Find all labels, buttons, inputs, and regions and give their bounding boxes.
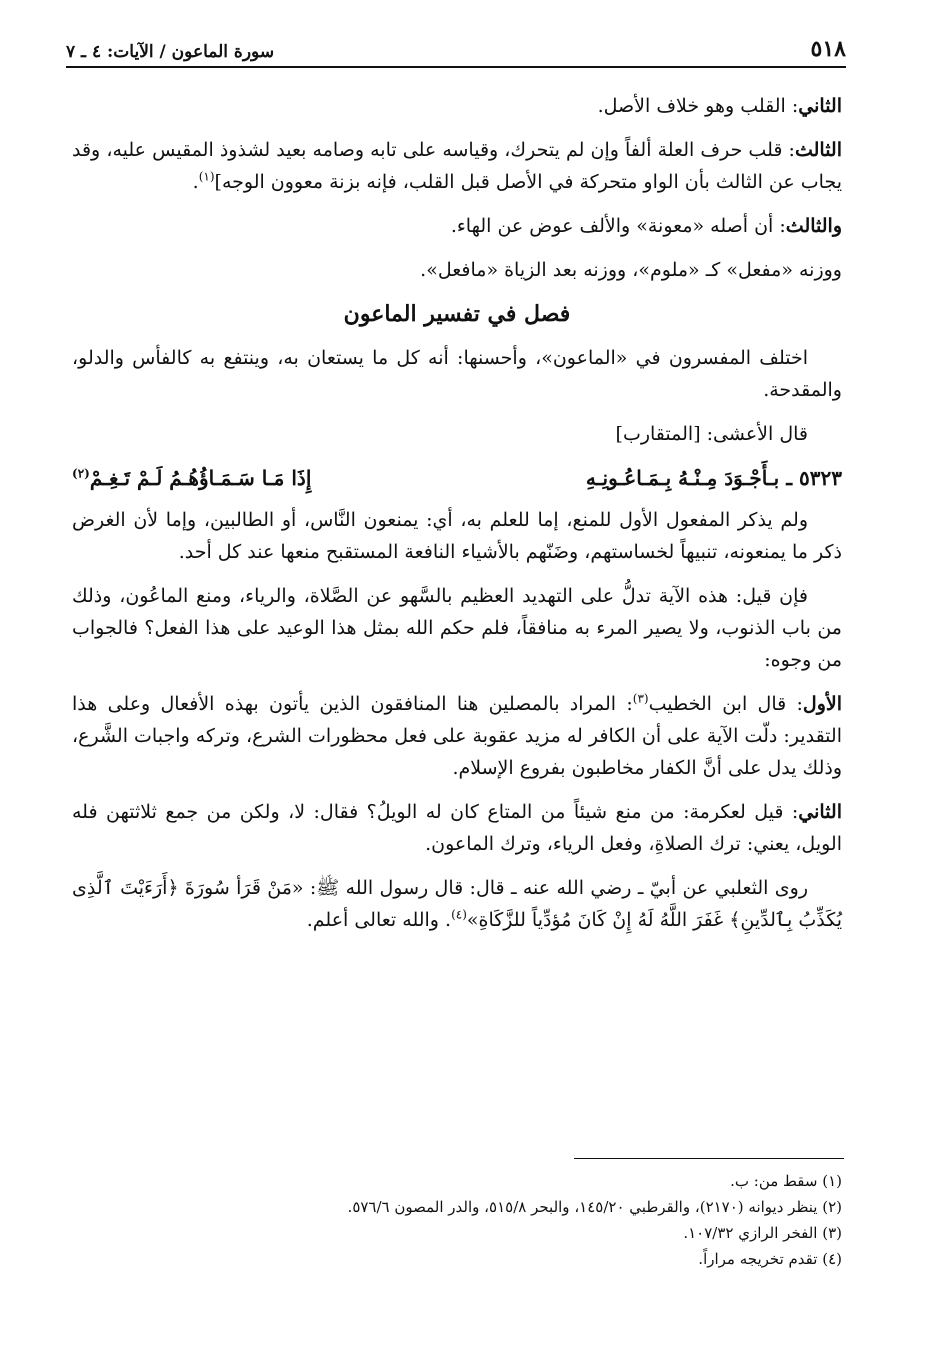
paragraph-text: روى الثعلبي عن أبيّ ـ رضي الله عنه ـ قال: قال رسول الله ﷺ: «مَنْ قَرَأ سُورَةَ ﴿أَرَءَيْتَ ٱلَّذِى يُكَذِّبُ بِٱلدِّينِ﴾ غَفَرَ اللَّهُ لَهُ إِنْ كَانَ مُؤدِّياً للزَّكَاةِ» xyxy=(72,877,842,931)
paragraph xyxy=(72,688,842,784)
verse-second-hemistich xyxy=(72,462,311,494)
paragraph xyxy=(72,872,842,936)
paragraph: ولم يذكر المفعول الأول للمنع، إما للعلم به، أي: يمنعون النَّاس، أو الطالبين، وإما لأن الغرض ذكر ما يمنعونه، تنبيهاً لخساستهم، وضَنّهم بالأشياء النافعة المستقبح منعها عند كل أحد. xyxy=(72,509,842,563)
paragraph-text: : قيل لعكرمة: من منع شيئاً من المتاع كان له الويلُ؟ فقال: لا، ولكن من جمع ثلاثتهن فله الويل، يعني: ترك الصلاةِ، وفعل الرياء، وترك الماعون. xyxy=(72,801,842,855)
paragraph-text: : أن أصله «معونة» والألف عوض عن الهاء. xyxy=(450,215,786,237)
paragraph-text-continued: . والله تعالى أعلم. xyxy=(306,909,452,931)
paragraph-text: : القلب وهو خلاف الأصل. xyxy=(597,95,799,117)
paragraph xyxy=(72,134,842,198)
section-heading: فصل في تفسير الماعون xyxy=(343,301,571,327)
verse-second-text: إِذَا مَـا سَـمَـاؤُهُـمُ لَـمْ تَـغِـمْ xyxy=(89,466,312,490)
paragraph: قال الأعشى: [المتقارب] xyxy=(615,423,808,445)
paragraph-lead: الثالث xyxy=(794,139,842,161)
paragraph-lead: الأول xyxy=(802,693,842,715)
footnote-ref: (٢) xyxy=(72,466,90,481)
verse-first-hemistich: ٥٣٢٣ ـ بـأَجْـوَدَ مِـنْـهُ بِـمَـاعُـونِـهِ xyxy=(585,466,842,490)
paragraph-lead: الثاني xyxy=(798,801,842,823)
paragraph xyxy=(72,796,842,860)
footnote: (٣) الفخر الرازي ١٠٧/٣٢. xyxy=(683,1224,842,1242)
paragraph xyxy=(72,210,842,242)
paragraph-text: : قلب حرف العلة ألفاً وإن لم يتحرك، وقياسه على تابه وصامه بعيد لشذوذ المقيس عليه، وقد يجاب عن الثالث بأن الواو متحركة في الأصل قبل القلب، فإنه بزنة معوون الوجه] xyxy=(72,139,842,193)
paragraph xyxy=(72,90,842,122)
paragraph: فإن قيل: هذه الآية تدلُّ على التهديد العظيم بالسَّهو عن الصَّلاة، والرياء، ومنع الماعُون، وذلك من باب الذنوب، ولا يصير المرء به منافقاً، فلم حكم الله بمثل هذا الوعيد على هذا الفعل؟ فالجواب من وجوه: xyxy=(72,585,842,671)
paragraph-lead: والثالث xyxy=(785,215,842,237)
paragraph-end: . xyxy=(192,171,199,193)
paragraph: ووزنه «مفعل» كـ «ملوم»، ووزنه بعد الزياة «مافعل». xyxy=(420,259,842,281)
main-text xyxy=(72,90,842,948)
paragraph-text: : قال ابن الخطيب xyxy=(648,693,803,715)
paragraph-text-continued: : المراد بالمصلين هنا المنافقون الذين يأتون بهذه الأفعال وعلى هذا التقدير: دلّت الآية على أن الكافر له مزيد عقوبة على فعل محظورات الشرع، وتركه واجبات الشَّرع، وذلك يدل على أنَّ الكفار مخاطبون بفروع الإسلام. xyxy=(72,693,842,779)
poetry-verse xyxy=(72,462,842,494)
paragraph-lead: الثاني xyxy=(798,95,842,117)
paragraph: اختلف المفسرون في «الماعون»، وأحسنها: أنه كل ما يستعان به، وينتفع به كالفأس والدلو، والمقدحة. xyxy=(72,347,842,401)
footnote-ref: (٣) xyxy=(632,691,649,706)
footnote-separator xyxy=(574,1158,844,1159)
page-header xyxy=(66,32,846,68)
footnote-ref: (١) xyxy=(198,169,215,184)
footnote-ref: (٤) xyxy=(451,907,467,922)
footnote: (١) سقط من: ب. xyxy=(730,1172,842,1190)
footnote: (٢) ينظر ديوانه (٢١٧٠)، والقرطبي ١٤٥/٢٠، والبحر ٥١٥/٨، والدر المصون ٥٧٦/٦. xyxy=(347,1198,842,1216)
footnote: (٤) تقدم تخريجه مراراً. xyxy=(698,1250,842,1268)
page-number: ٥١٨ xyxy=(810,36,846,62)
running-title: سورة الماعون / الآيات: ٤ ـ ٧ xyxy=(66,42,275,62)
footnotes xyxy=(72,1168,842,1272)
